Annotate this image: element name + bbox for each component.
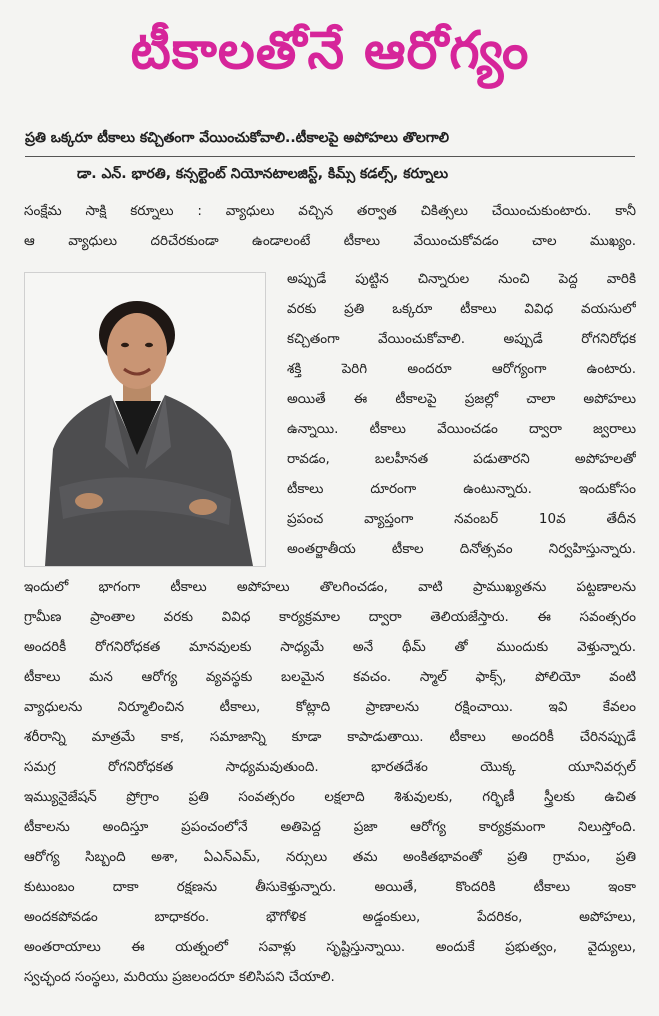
- byline: డా. ఎన్. భారతి, కన్సల్టెంట్ నియోనటాలజిస్ట్, కిమ్స్ కడల్స్, కర్నూలు: [77, 166, 449, 182]
- subheadline: ప్రతి ఒక్కరూ టీకాలు కచ్చితంగా వేయించుకోవాలి..టీకాలపై అపోహలు తొలగాలి: [25, 130, 450, 146]
- body-line: కచ్చితంగా వేయించుకోవాలి. అప్పుడే రోగనిరోధక: [287, 331, 636, 347]
- body-line: టీకాలు మన ఆరోగ్య వ్యవస్థకు బలమైన కవచం. స్మాల్ ఫాక్స్, పోలియో వంటి: [24, 669, 636, 685]
- body-line: స్వచ్ఛంద సంస్థలు, మరియు ప్రజలందరూ కలిసిపని చేయాలి.: [24, 969, 335, 985]
- headline: టీకాలతోనే ఆరోగ్యం: [130, 20, 530, 81]
- body-line: టీకాలను అందిస్తూ ప్రపంచంలోనే అతిపెద్ద ప్రజా ఆరోగ్య కార్యక్రమంగా నిలుస్తోంది.: [24, 819, 636, 835]
- body-line: రావడం, బలహీనత పడుతారని అపోహలతో: [287, 451, 636, 467]
- body-line: ఆ వ్యాధులు దరిచేరకుండా ఉండాలంటే టీకాలు వేయించుకోవడం చాల ముఖ్యం.: [24, 233, 636, 249]
- body-line: సంక్షేమ సాక్షి కర్నూలు : వ్యాధులు వచ్చిన తర్వాత చికిత్సలు చేయించుకుంటారు. కానీ: [24, 203, 636, 219]
- body-line: సమగ్ర రోగనిరోధకత సాధ్యమవుతుంది. భారతదేశం యొక్క యూనివర్సల్: [24, 759, 636, 775]
- body-line: అప్పుడే పుట్టిన చిన్నారుల నుంచి పెద్ద వారికి: [287, 271, 636, 287]
- body-line: ఇందులో భాగంగా టీకాలు అపోహలు తొలగించడం, వాటి ప్రాముఖ్యతను పట్టణాలను: [24, 579, 636, 595]
- body-line: ఆరోగ్య సిబ్బంది అశా, ఏఎన్ఎమ్, నర్సులు తమ అంకితభావంతో ప్రతి గ్రామం, ప్రతి: [24, 849, 636, 865]
- body-line: ఉన్నాయి. టీకాలు వేయించడం ద్వారా జ్వరాలు: [287, 421, 636, 437]
- body-line: శరీరాన్ని మాత్రమే కాక, సమాజాన్ని కూడా కాపాడుతాయి. టీకాలు అందరికీ చేరినప్పుడే: [24, 729, 636, 745]
- body-line: అందరికీ రోగనిరోధకత మానవులకు సాధ్యమే అనే థీమ్ తో ముందుకు వెళ్తున్నారు.: [24, 639, 636, 655]
- body-line: టీకాలు దూరంగా ఉంటున్నారు. ఇందుకోసం: [287, 481, 636, 497]
- body-line: వరకు ప్రతి ఒక్కరూ టీకాలు వివిధ వయసులో: [287, 301, 636, 317]
- body-line: అంతర్జాతీయ టీకాల దినోత్సవం నిర్వహిస్తున్నారు.: [287, 541, 636, 557]
- body-line: ప్రపంచ వ్యాప్తంగా నవంబర్ 10వ తేదీన: [287, 511, 636, 527]
- body-line: వ్యాధులను నిర్మూలించిన టీకాలు, కోట్లాది ప్రాణాలను రక్షించాయి. ఇవి కేవలం: [24, 699, 636, 715]
- body-line: ఇమ్యునైజేషన్ ప్రోగ్రాం ప్రతి సంవత్సరం లక్షలాది శిశువులకు, గర్భిణీ స్త్రీలకు ఉచిత: [24, 789, 636, 805]
- divider-line: [25, 156, 635, 157]
- author-photo: [24, 272, 266, 567]
- body-line: అంతరాయాలు ఈ యత్నంలో సవాళ్లు సృష్టిస్తున్నాయి. అందుకే ప్రభుత్వం, వైద్యులు,: [24, 939, 636, 955]
- body-line: గ్రామీణ ప్రాంతాల వరకు వివిధ కార్యక్రమాల ద్వారా తెలియజేస్తారు. ఈ సవంత్సరం: [24, 609, 636, 625]
- body-line: అయితే ఈ టీకాలపై ప్రజల్లో చాలా అపోహలు: [287, 391, 636, 407]
- body-line: అందకపోవడం బాధాకరం. భౌగోళిక అడ్డంకులు, పేదరికం, అపోహలు,: [24, 909, 636, 925]
- body-line: కుటుంబం దాకా రక్షణను తీసుకెళ్తున్నారు. అయితే, కొందరికి టీకాలు ఇంకా: [24, 879, 636, 895]
- body-line: శక్తి పెరిగి అందరూ ఆరోగ్యంగా ఉంటారు.: [287, 361, 636, 377]
